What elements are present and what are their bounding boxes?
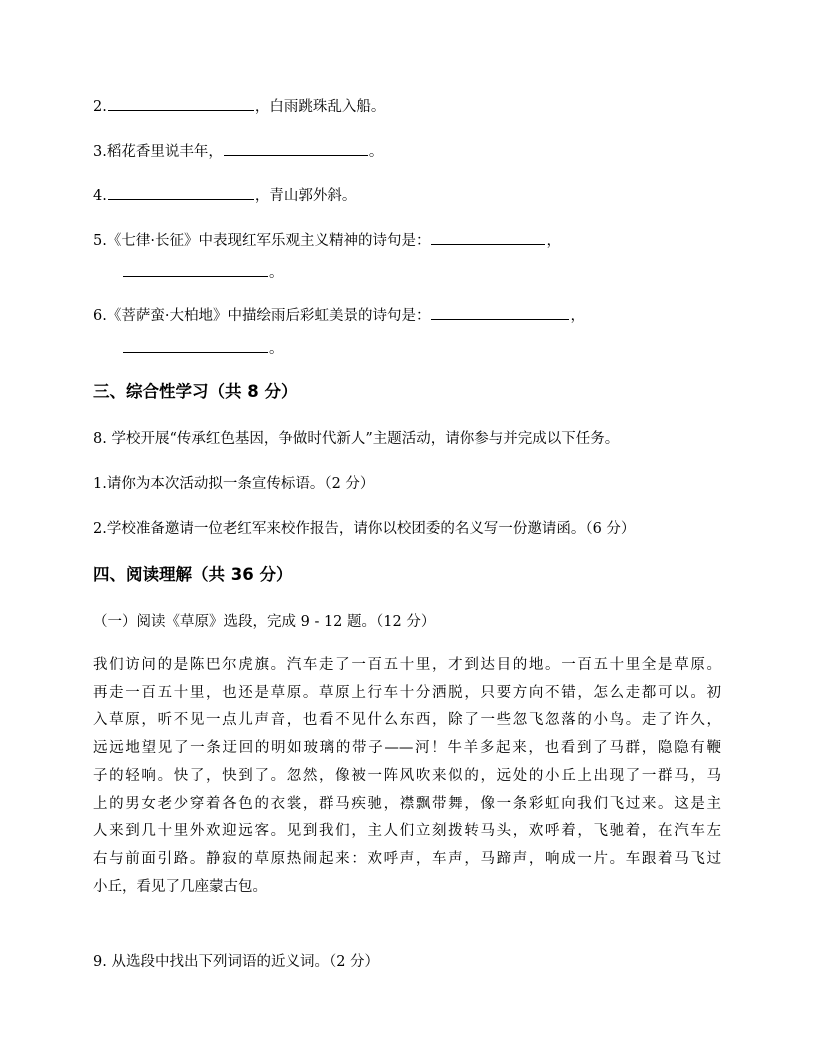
answer-blank[interactable] xyxy=(224,141,368,156)
task-2: 2.学校准备邀请一位老红军来校作报告，请你以校团委的名义写一份邀请函。（6 分） xyxy=(93,521,636,537)
item-suffix: ，青山郭外斜。 xyxy=(254,188,357,204)
fill-blank-item-5-cont xyxy=(122,262,284,283)
item-suffix: 。 xyxy=(368,144,384,160)
question-8: 8. 学校开展“传承红色基因，争做时代新人”主题活动，请你参与并完成以下任务。 xyxy=(93,431,620,447)
fill-blank-item-3 xyxy=(93,141,383,162)
passage-line: 再走一百五十里，也还是草原。草原上行车十分洒脱，只要方向不错，怎么走都可以。初 xyxy=(93,684,721,701)
answer-blank[interactable] xyxy=(431,230,545,245)
question-9: 9. 从选段中找出下列词语的近义词。（2 分） xyxy=(93,954,380,970)
item-prefix: 5.《七律·长征》中表现红军乐观主义精神的诗句是： xyxy=(93,233,431,249)
answer-blank[interactable] xyxy=(123,338,268,353)
fill-blank-item-6-cont xyxy=(122,338,284,359)
passage-line: 远远地望见了一条迂回的明如玻璃的带子——河！牛羊多起来，也看到了马群，隐隐有鞭 xyxy=(93,740,721,757)
answer-blank[interactable] xyxy=(108,185,254,200)
passage-line: 人来到几十里外欢迎远客。见到我们，主人们立刻拨转马头，欢呼着，飞驰着，在汽车左 xyxy=(93,823,721,840)
subsection-1-title: （一）阅读《草原》选段，完成 9 - 12 题。（12 分） xyxy=(93,614,436,630)
fill-blank-item-6 xyxy=(93,305,585,326)
item-comma: ， xyxy=(570,308,585,324)
fill-blank-item-5 xyxy=(93,230,561,251)
answer-blank[interactable] xyxy=(108,96,254,111)
answer-blank[interactable] xyxy=(431,305,569,320)
passage-line: 小丘，看见了几座蒙古包。 xyxy=(93,878,267,895)
task-1: 1.请你为本次活动拟一条宣传标语。（2 分） xyxy=(93,476,375,492)
item-end: 。 xyxy=(269,265,284,281)
item-prefix: 4. xyxy=(93,188,107,204)
section-4-title: 四、阅读理解（共 36 分） xyxy=(93,565,293,584)
item-prefix: 3.稻花香里说丰年， xyxy=(93,144,223,160)
fill-blank-item-4 xyxy=(93,185,356,206)
section-3-title: 三、综合性学习（共 8 分） xyxy=(93,382,298,401)
passage-line: 入草原，听不见一点儿声音，也看不见什么东西，除了一些忽飞忽落的小鸟。走了许久， xyxy=(93,712,721,729)
answer-blank[interactable] xyxy=(123,262,268,277)
reading-passage xyxy=(93,652,721,901)
passage-line: 子的轻响。快了，快到了。忽然，像被一阵风吹来似的，远处的小丘上出现了一群马，马 xyxy=(93,767,721,784)
passage-line: 上的男女老少穿着各色的衣裳，群马疾驰，襟飘带舞，像一条彩虹向我们飞过来。这是主 xyxy=(93,795,721,812)
item-suffix: ，白雨跳珠乱入船。 xyxy=(254,99,386,115)
item-end: 。 xyxy=(269,341,284,357)
fill-blank-item-2 xyxy=(93,96,385,117)
passage-line: 右与前面引路。静寂的草原热闹起来：欢呼声，车声，马蹄声，响成一片。车跟着马飞过 xyxy=(93,850,721,867)
item-prefix: 6.《菩萨蛮·大柏地》中描绘雨后彩虹美景的诗句是： xyxy=(93,308,431,324)
item-comma: ， xyxy=(546,233,561,249)
item-prefix: 2. xyxy=(93,99,107,115)
passage-line: 我们访问的是陈巴尔虎旗。汽车走了一百五十里，才到达目的地。一百五十里全是草原。 xyxy=(93,657,721,673)
